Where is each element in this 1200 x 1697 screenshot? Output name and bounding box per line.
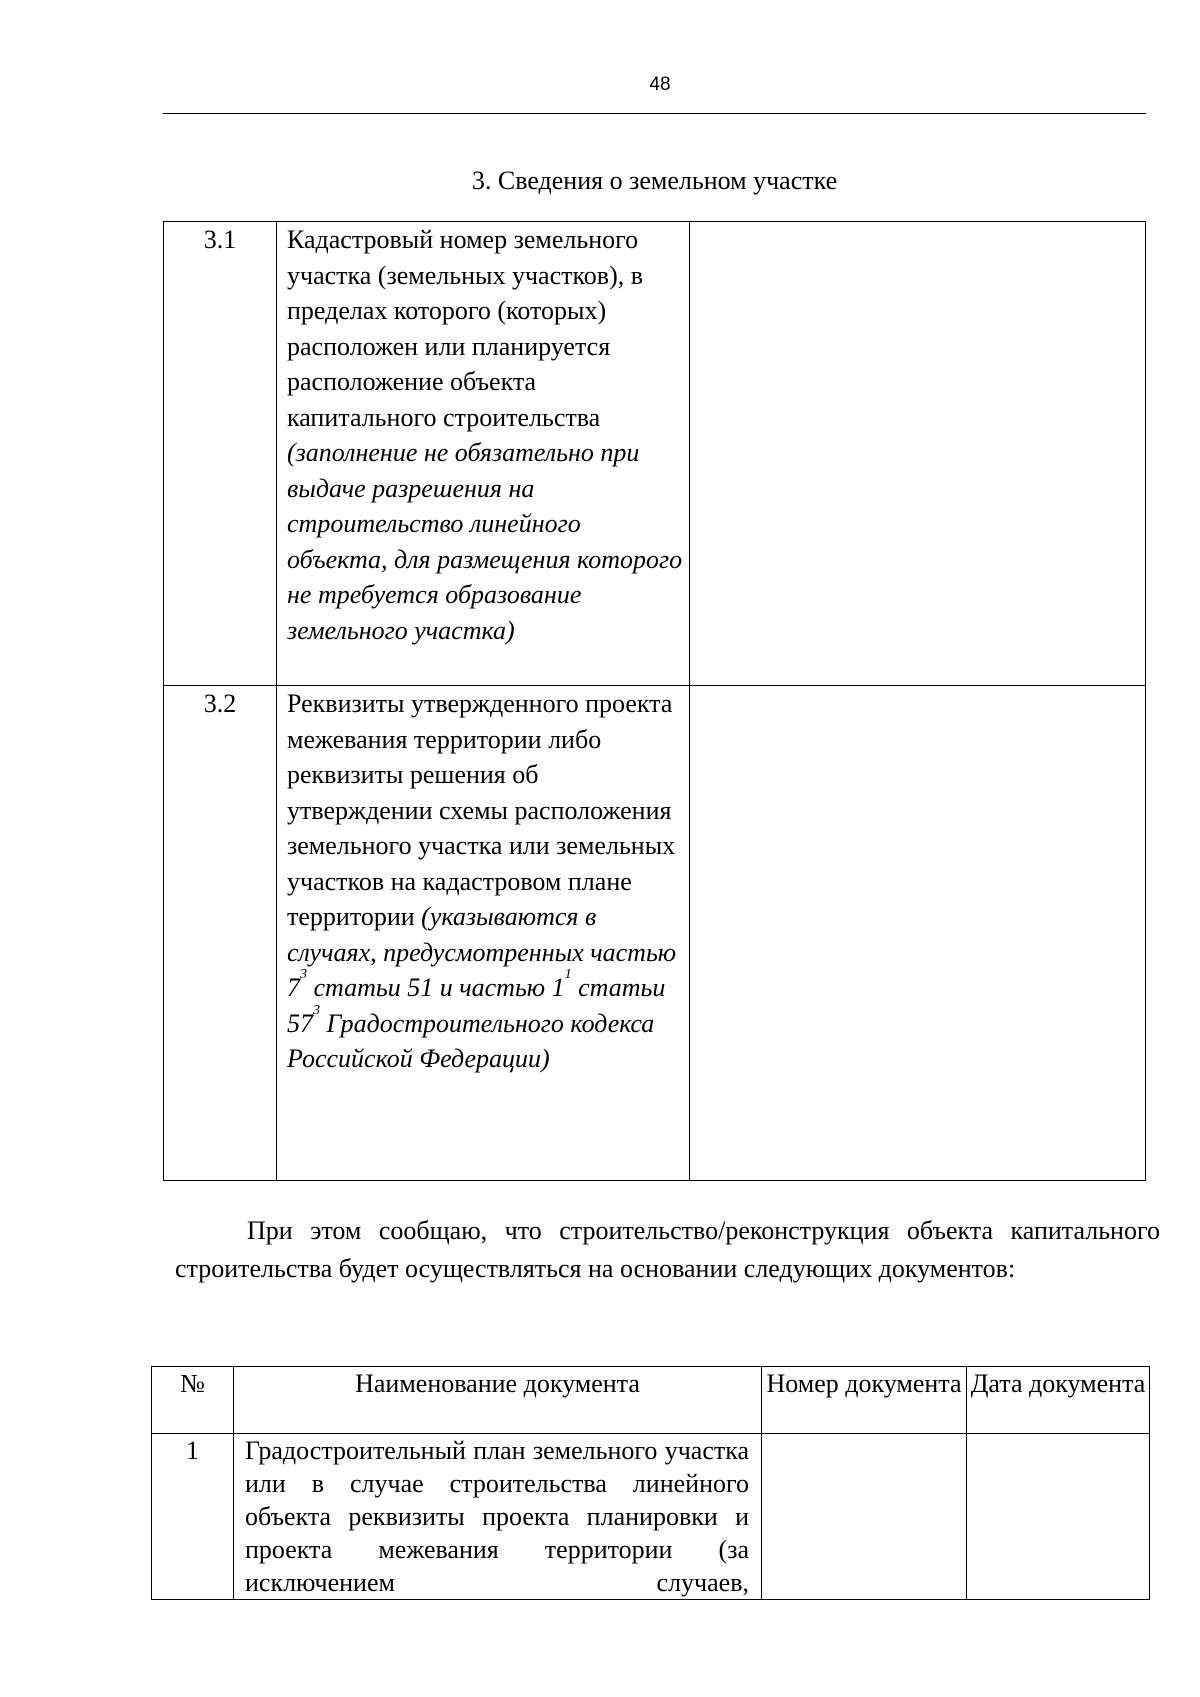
table-row	[164, 686, 1146, 1181]
page-number: 48	[649, 74, 671, 95]
row-label: Реквизиты утвержденного проекта межевания территории либо реквизиты решения об утверждении схемы расположения земельного участка или земельных участков на кадастровом плане территории	[287, 689, 676, 931]
row-note: (заполнение не обязательно при выдаче разрешения на строительство линейного объекта, для размещения которого не требуется образование земельного участка)	[287, 438, 683, 645]
table-row	[164, 222, 1146, 686]
table-header-row	[152, 1367, 1150, 1434]
section-title: 3. Сведения о земельном участке	[471, 166, 838, 195]
row-number: 3.2	[164, 686, 277, 1181]
cadastral-number-value[interactable]	[690, 222, 1146, 686]
statement-paragraph: При этом сообщаю, что строительство/реконструкция объекта капитального строительства будет осуществляться на основании следующих документов:	[175, 1216, 1160, 1283]
header-date: Дата документа	[967, 1367, 1150, 1434]
row-description	[277, 686, 690, 1181]
survey-project-details-value[interactable]	[690, 686, 1146, 1181]
doc-name: Градостроительный план земельного участка или в случае строительства линейного объекта реквизиты проекта планировки и проекта межевания территории (за исключением случаев,	[234, 1434, 762, 1600]
header-name: Наименование документа	[234, 1367, 762, 1434]
header-divider	[163, 113, 1146, 114]
header-num: №	[152, 1367, 234, 1434]
doc-number-value[interactable]	[762, 1434, 967, 1600]
row-number: 3.1	[164, 222, 277, 686]
doc-num: 1	[152, 1434, 234, 1600]
row-description	[277, 222, 690, 686]
doc-date-value[interactable]	[967, 1434, 1150, 1600]
row-note: (указываются в случаях, предусмотренных частью $7^3$ статьи 51 и частью $1^1$ статьи $57^3$ Градостроительного кодекса Российской Федерации)	[287, 902, 677, 1073]
row-label: Кадастровый номер земельного участка (земельных участков), в пределах которого (которых) расположен или планируется расположение объекта капитального строительства	[287, 225, 644, 432]
table-row	[152, 1434, 1150, 1600]
documents-table	[151, 1366, 1150, 1600]
header-number: Номер документа	[762, 1367, 967, 1434]
land-plot-table	[163, 221, 1146, 1181]
